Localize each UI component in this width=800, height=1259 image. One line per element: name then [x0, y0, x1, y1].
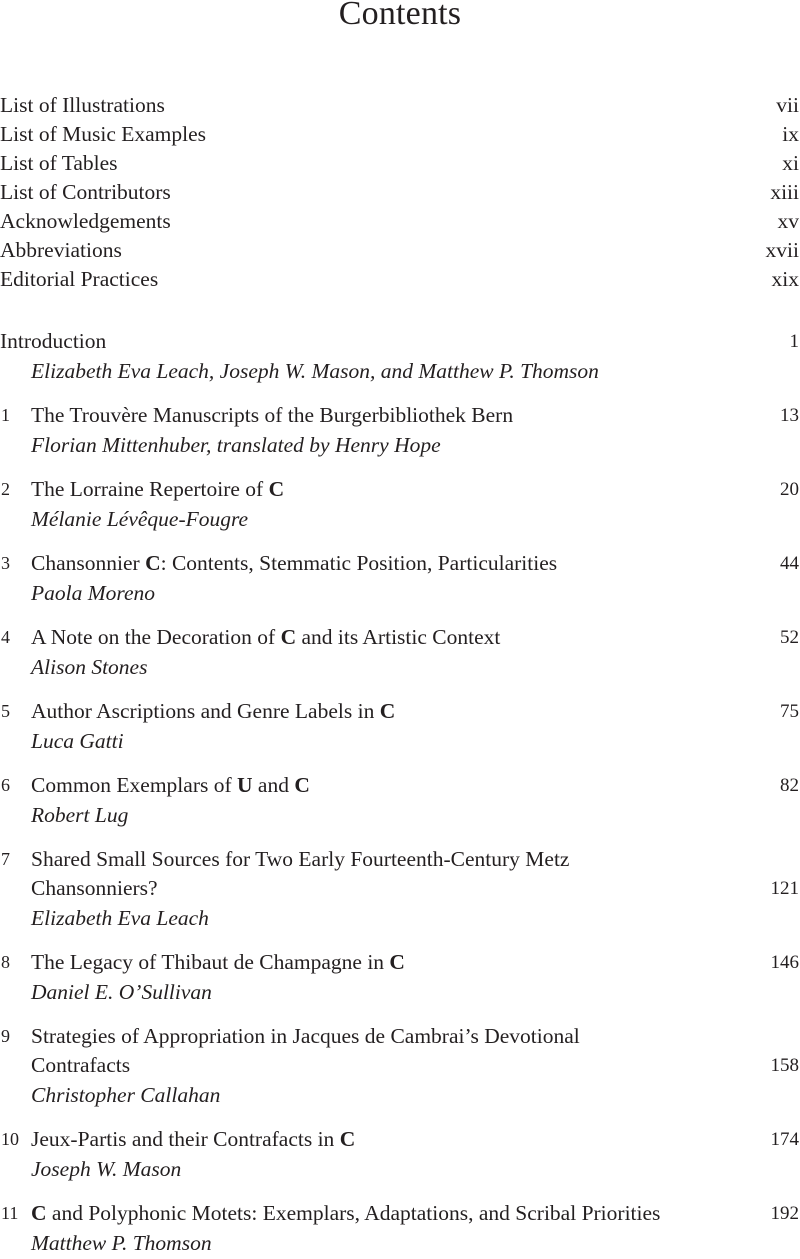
chapter-number: 7 [1, 849, 10, 869]
chapter-title: C and Polyphonic Motets: Exemplars, Adaptations, and Scribal Priorities [31, 1201, 661, 1225]
toc-entry-abbreviations[interactable] [0, 236, 800, 265]
toc-chapter-7[interactable] [0, 845, 800, 935]
chapter-page: 146 [770, 952, 799, 973]
toc-entry-page: vii [776, 93, 799, 117]
chapter-author: Alison Stones [31, 655, 148, 679]
toc-chapter-6[interactable] [0, 771, 800, 831]
toc-entry-label: Abbreviations [0, 238, 122, 262]
toc-chapter-9[interactable] [0, 1022, 800, 1112]
chapter-page: 82 [780, 775, 799, 796]
toc-entry-label: List of Tables [0, 151, 118, 175]
chapter-title: Jeux-Partis and their Contrafacts in C [31, 1127, 356, 1151]
chapter-author: Christopher Callahan [31, 1083, 221, 1107]
page-title: Contents [338, 0, 462, 32]
chapter-page: 75 [780, 701, 799, 722]
chapter-page: 192 [770, 1203, 799, 1224]
chapter-number: 5 [1, 701, 10, 721]
toc-entry-list-of-contributors[interactable] [0, 178, 800, 207]
toc-entry-label: Editorial Practices [0, 267, 159, 291]
toc-chapter-10[interactable] [0, 1125, 800, 1185]
chapter-number: 3 [1, 553, 10, 573]
chapter-page: 52 [780, 627, 799, 648]
toc-entry-introduction[interactable] [0, 327, 800, 387]
chapter-title: A Note on the Decoration of C and its Artistic Context [31, 625, 501, 649]
toc-entry-page: xvii [765, 238, 799, 262]
toc-entry-page: ix [782, 122, 799, 146]
chapter-page: 20 [780, 479, 799, 500]
chapter-title: Common Exemplars of U and C [31, 773, 310, 797]
chapter-number: 11 [1, 1203, 19, 1223]
chapter-title: The Trouvère Manuscripts of the Burgerbibliothek Bern [31, 403, 514, 427]
chapter-author: Matthew P. Thomson [31, 1231, 212, 1255]
chapter-author: Joseph W. Mason [31, 1157, 182, 1181]
toc-entry-label: List of Contributors [0, 180, 171, 204]
toc-entry-page: xi [782, 151, 799, 175]
toc-chapter-3[interactable] [0, 549, 800, 609]
toc-entry-title: Introduction [0, 329, 107, 353]
toc-entry-acknowledgements[interactable] [0, 207, 800, 236]
chapter-author: Robert Lug [31, 803, 129, 827]
toc-chapter-11[interactable] [0, 1199, 800, 1259]
toc-entry-page: 1 [789, 331, 799, 352]
chapter-title-line-1: Shared Small Sources for Two Early Fourteenth-Century Metz [31, 847, 570, 871]
chapter-title: Author Ascriptions and Genre Labels in C [31, 699, 396, 723]
chapter-page: 158 [770, 1055, 799, 1076]
chapter-number: 6 [1, 775, 10, 795]
toc-entry-author: Elizabeth Eva Leach, Joseph W. Mason, and Matthew P. Thomson [31, 359, 599, 383]
chapter-title: The Legacy of Thibaut de Champagne in C [31, 950, 405, 974]
chapter-number: 2 [1, 479, 10, 499]
toc-entry-list-of-illustrations[interactable] [0, 91, 800, 120]
toc-entry-list-of-tables[interactable] [0, 149, 800, 178]
toc-chapter-5[interactable] [0, 697, 800, 757]
toc-chapter-2[interactable] [0, 475, 800, 535]
toc-entry-page: xiii [770, 180, 799, 204]
chapter-author: Mélanie Lévêque-Fougre [31, 507, 249, 531]
toc-chapter-8[interactable] [0, 948, 800, 1008]
toc-entry-page: xix [771, 267, 799, 291]
chapter-author: Paola Moreno [31, 581, 156, 605]
chapter-author: Elizabeth Eva Leach [31, 906, 209, 930]
toc-entry-label: List of Music Examples [0, 122, 207, 146]
chapter-title-line-2: Contrafacts [31, 1053, 131, 1077]
chapter-title: The Lorraine Repertoire of C [31, 477, 285, 501]
chapter-title: Chansonnier C: Contents, Stemmatic Position, Particularities [31, 551, 558, 575]
chapter-author: Florian Mittenhuber, translated by Henry Hope [31, 433, 441, 457]
toc-entry-label: Acknowledgements [0, 209, 171, 233]
toc-entry-label: List of Illustrations [0, 93, 165, 117]
toc-entry-editorial-practices[interactable] [0, 265, 800, 294]
chapter-page: 174 [770, 1129, 799, 1150]
chapter-title-line-1: Strategies of Appropriation in Jacques de Cambrai’s Devotional [31, 1024, 580, 1048]
chapter-page: 13 [780, 405, 799, 426]
chapter-author: Luca Gatti [31, 729, 124, 753]
chapter-page: 44 [780, 553, 799, 574]
chapter-title-line-2: Chansonniers? [31, 876, 158, 900]
chapter-number: 10 [1, 1129, 19, 1149]
toc-entry-page: xv [777, 209, 799, 233]
chapter-number: 4 [1, 627, 10, 647]
chapter-number: 8 [1, 952, 10, 972]
toc-entry-list-of-music-examples[interactable] [0, 120, 800, 149]
chapter-number: 1 [1, 405, 10, 425]
chapter-number: 9 [1, 1026, 10, 1046]
toc-chapter-1[interactable] [0, 401, 800, 461]
toc-chapter-4[interactable] [0, 623, 800, 683]
chapter-author: Daniel E. O’Sullivan [31, 980, 212, 1004]
chapter-page: 121 [770, 878, 799, 899]
